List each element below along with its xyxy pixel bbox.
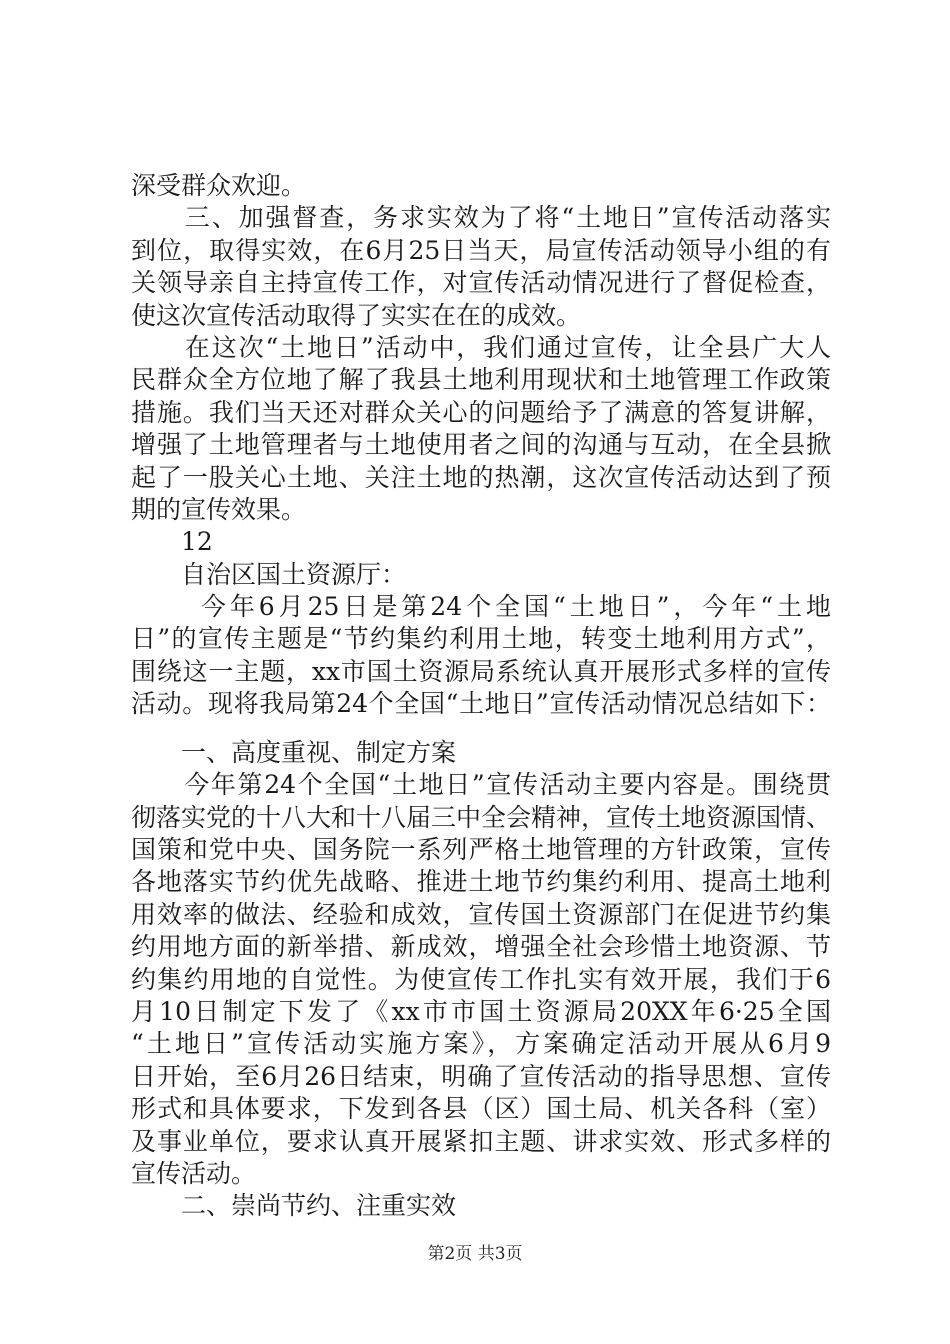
text-line: 今年6月25日是第24个全国“土地日”，今年“土地: [131, 592, 831, 622]
text-line: 使这次宣传活动取得了实实在在的成效。: [131, 300, 582, 330]
text-line: 日”的宣传主题是“节约集约利用土地，转变土地利用方式”，: [131, 624, 831, 654]
page-footer: 第2页 共3页: [427, 1244, 523, 1264]
text-line: 国策和党中央、国务院一系列严格土地管理的方针政策，宣传: [131, 835, 831, 865]
text-line: 关领导亲自主持宣传工作，对宣传活动情况进行了督促检查，: [131, 268, 831, 298]
text-line: 用效率的做法、经验和成效，宣传国土资源部门在促进节约集: [131, 899, 831, 929]
text-line: 彻落实党的十八大和十八届三中全会精神，宣传土地资源国情、: [131, 802, 831, 832]
text-line: 宣传活动。: [131, 1158, 257, 1188]
text-line: 日开始，至6月26日结束，明确了宣传活动的指导思想、宣传: [131, 1061, 831, 1091]
document-body: [131, 170, 831, 1223]
text-line: 措施。我们当天还对群众关心的问题给予了满意的答复讲解，: [131, 397, 831, 427]
text-line: 一、高度重视、制定方案: [131, 737, 457, 767]
text-line: 及事业单位，要求认真开展紧扣主题、讲求实效、形式多样的: [131, 1126, 831, 1156]
text-line: 民群众全方位地了解了我县土地利用现状和土地管理工作政策: [131, 365, 831, 395]
text-line: 起了一股关心土地、关注土地的热潮，这次宣传活动达到了预: [131, 462, 831, 492]
text-line: 围绕这一主题，xx市国土资源局系统认真开展形式多样的宣传: [131, 656, 831, 686]
text-line: 约用地方面的新举措、新成效，增强全社会珍惜土地资源、节: [131, 932, 831, 962]
text-line: 活动。现将我局第24个全国“土地日”宣传活动情况总结如下：: [131, 689, 831, 719]
text-line: 自治区国土资源厅：: [131, 559, 407, 589]
text-line: 形式和具体要求，下发到各县（区）国土局、机关各科（室）: [131, 1094, 831, 1124]
text-line: 约集约用地的自觉性。为使宣传工作扎实有效开展，我们于6: [131, 964, 831, 994]
text-line: “土地日”宣传活动实施方案》，方案确定活动开展从6月9: [131, 1029, 831, 1059]
text-line: 在这次“土地日”活动中，我们通过宣传，让全县广大人: [131, 332, 831, 362]
text-line: 三、加强督查，务求实效为了将“土地日”宣传活动落实: [131, 203, 831, 233]
text-line: 到位，取得实效，在6月25日当天，局宣传活动领导小组的有: [131, 235, 831, 265]
text-line: 期的宣传效果。: [131, 494, 307, 524]
text-line: 深受群众欢迎。: [131, 171, 307, 200]
text-line: 二、崇尚节约、注重实效: [131, 1191, 457, 1221]
text-line: 各地落实节约优先战略、推进土地节约集约利用、提高土地利: [131, 867, 831, 897]
text-line: 月10日制定下发了《xx市市国土资源局20XX年6·25全国: [131, 996, 831, 1026]
text-line: 今年第24个全国“土地日”宣传活动主要内容是。围绕贯: [131, 770, 831, 800]
text-line: 增强了土地管理者与土地使用者之间的沟通与互动，在全县掀: [131, 430, 831, 460]
text-line: 12: [131, 527, 213, 557]
